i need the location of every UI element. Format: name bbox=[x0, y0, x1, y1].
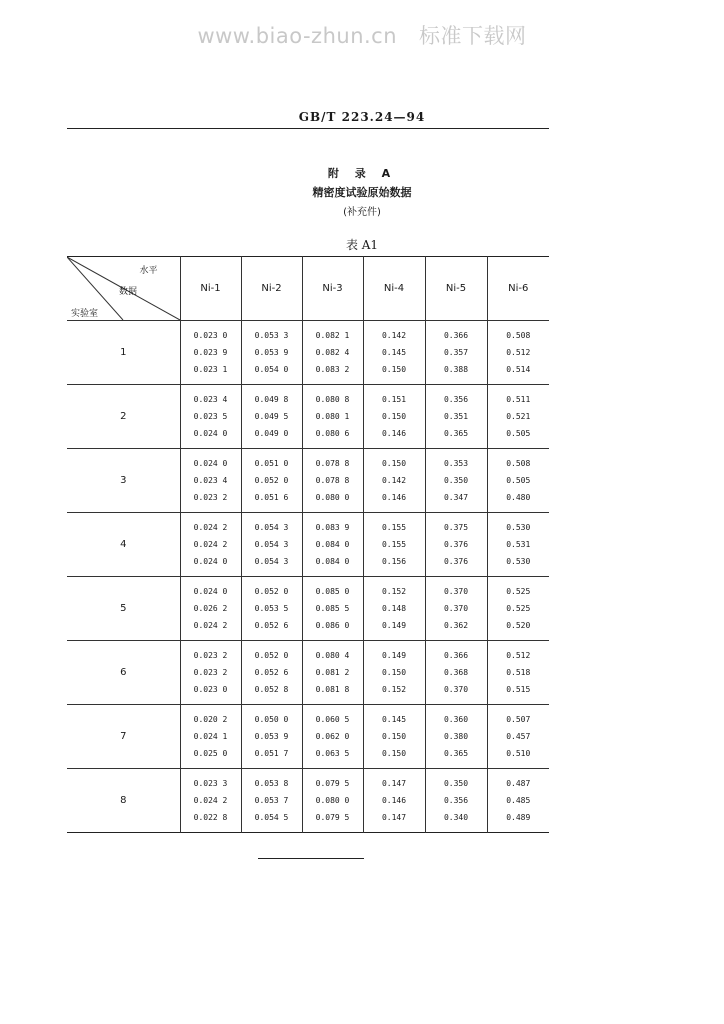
value-cell bbox=[241, 513, 302, 577]
measurement-value: 0.024 2 bbox=[193, 523, 228, 532]
measurement-value: 0.053 5 bbox=[254, 604, 289, 613]
level-header: Ni-3 bbox=[302, 257, 363, 321]
measurement-value: 0.054 3 bbox=[254, 523, 289, 532]
value-cell bbox=[363, 513, 425, 577]
measurement-value: 0.049 0 bbox=[254, 429, 289, 438]
measurement-value: 0.150 bbox=[381, 668, 407, 677]
measurement-value: 0.060 5 bbox=[315, 715, 350, 724]
value-cell bbox=[425, 705, 487, 769]
measurement-value: 0.508 bbox=[506, 459, 531, 468]
measurement-value: 0.051 0 bbox=[254, 459, 289, 468]
value-cell bbox=[487, 577, 549, 641]
measurement-value: 0.026 2 bbox=[193, 604, 228, 613]
measurement-value: 0.081 2 bbox=[315, 668, 350, 677]
level-header: Ni-4 bbox=[363, 257, 425, 321]
standard-code: GB/T 223.24—94 bbox=[298, 110, 426, 124]
measurement-value: 0.365 bbox=[443, 749, 469, 758]
measurement-value: 0.531 bbox=[506, 540, 531, 549]
value-cell bbox=[363, 385, 425, 449]
corner-lab-label: 实验室 bbox=[71, 309, 99, 319]
measurement-value: 0.340 bbox=[443, 813, 469, 822]
value-cell bbox=[363, 705, 425, 769]
value-cell bbox=[302, 705, 363, 769]
measurement-value: 0.023 0 bbox=[193, 331, 228, 340]
value-cell bbox=[180, 385, 241, 449]
measurement-value: 0.350 bbox=[443, 779, 469, 788]
measurement-value: 0.155 bbox=[381, 523, 407, 532]
measurement-value: 0.080 0 bbox=[315, 493, 350, 502]
measurement-value: 0.080 1 bbox=[315, 412, 350, 421]
lab-number-cell: 6 bbox=[67, 641, 180, 705]
measurement-value: 0.152 bbox=[381, 587, 407, 596]
measurement-value: 0.054 0 bbox=[254, 365, 289, 374]
measurement-value: 0.356 bbox=[443, 395, 469, 404]
measurement-value: 0.511 bbox=[506, 395, 531, 404]
measurement-value: 0.023 4 bbox=[193, 476, 228, 485]
lab-number-cell: 4 bbox=[67, 513, 180, 577]
measurement-value: 0.023 4 bbox=[193, 395, 228, 404]
value-cell bbox=[487, 641, 549, 705]
measurement-value: 0.370 bbox=[443, 604, 469, 613]
measurement-value: 0.520 bbox=[506, 621, 531, 630]
measurement-value: 0.142 bbox=[381, 476, 407, 485]
value-cell bbox=[425, 385, 487, 449]
measurement-value: 0.023 5 bbox=[193, 412, 228, 421]
value-cell bbox=[302, 321, 363, 385]
value-cell bbox=[180, 705, 241, 769]
level-header: Ni-6 bbox=[487, 257, 549, 321]
measurement-value: 0.150 bbox=[381, 732, 407, 741]
measurement-value: 0.080 8 bbox=[315, 395, 350, 404]
measurement-value: 0.084 0 bbox=[315, 540, 350, 549]
value-cell bbox=[180, 577, 241, 641]
measurement-value: 0.145 bbox=[381, 348, 407, 357]
value-cell bbox=[302, 641, 363, 705]
measurement-value: 0.366 bbox=[443, 331, 469, 340]
measurement-value: 0.024 0 bbox=[193, 429, 228, 438]
value-cell bbox=[363, 577, 425, 641]
value-cell bbox=[487, 385, 549, 449]
measurement-value: 0.357 bbox=[443, 348, 469, 357]
table-row bbox=[67, 641, 549, 705]
value-cell bbox=[302, 449, 363, 513]
measurement-value: 0.082 1 bbox=[315, 331, 350, 340]
corner-level-label: 水平 bbox=[139, 266, 158, 276]
value-cell bbox=[241, 385, 302, 449]
measurement-value: 0.388 bbox=[443, 365, 469, 374]
corner-data-label: 数据 bbox=[119, 287, 138, 297]
lab-number-cell: 2 bbox=[67, 385, 180, 449]
value-cell bbox=[425, 513, 487, 577]
measurement-value: 0.146 bbox=[381, 796, 407, 805]
measurement-value: 0.052 8 bbox=[254, 685, 289, 694]
value-cell bbox=[241, 449, 302, 513]
watermark bbox=[0, 20, 724, 50]
measurement-value: 0.052 6 bbox=[254, 621, 289, 630]
measurement-value: 0.146 bbox=[381, 493, 407, 502]
measurement-value: 0.375 bbox=[443, 523, 469, 532]
measurement-value: 0.368 bbox=[443, 668, 469, 677]
table-row bbox=[67, 449, 549, 513]
table-row bbox=[67, 769, 549, 833]
measurement-value: 0.146 bbox=[381, 429, 407, 438]
level-header: Ni-2 bbox=[241, 257, 302, 321]
lab-number-cell: 1 bbox=[67, 321, 180, 385]
precision-data-table bbox=[67, 256, 549, 833]
measurement-value: 0.365 bbox=[443, 429, 469, 438]
measurement-value: 0.024 2 bbox=[193, 796, 228, 805]
measurement-value: 0.023 2 bbox=[193, 493, 228, 502]
value-cell bbox=[425, 321, 487, 385]
measurement-value: 0.521 bbox=[506, 412, 531, 421]
measurement-value: 0.024 1 bbox=[193, 732, 228, 741]
measurement-value: 0.083 2 bbox=[315, 365, 350, 374]
measurement-value: 0.024 2 bbox=[193, 540, 228, 549]
value-cell bbox=[487, 769, 549, 833]
table-row bbox=[67, 513, 549, 577]
value-cell bbox=[363, 769, 425, 833]
measurement-value: 0.150 bbox=[381, 459, 407, 468]
measurement-value: 0.376 bbox=[443, 540, 469, 549]
measurement-value: 0.080 6 bbox=[315, 429, 350, 438]
measurement-value: 0.052 0 bbox=[254, 476, 289, 485]
level-header: Ni-5 bbox=[425, 257, 487, 321]
measurement-value: 0.147 bbox=[381, 779, 407, 788]
table-caption: 表 A1 bbox=[345, 238, 379, 252]
measurement-value: 0.145 bbox=[381, 715, 407, 724]
measurement-value: 0.149 bbox=[381, 621, 407, 630]
measurement-value: 0.360 bbox=[443, 715, 469, 724]
value-cell bbox=[302, 513, 363, 577]
value-cell bbox=[487, 321, 549, 385]
value-cell bbox=[425, 449, 487, 513]
measurement-value: 0.020 2 bbox=[193, 715, 228, 724]
measurement-value: 0.508 bbox=[506, 331, 531, 340]
measurement-value: 0.053 3 bbox=[254, 331, 289, 340]
measurement-value: 0.505 bbox=[506, 429, 531, 438]
measurement-value: 0.081 8 bbox=[315, 685, 350, 694]
measurement-value: 0.485 bbox=[506, 796, 531, 805]
measurement-value: 0.356 bbox=[443, 796, 469, 805]
value-cell bbox=[363, 641, 425, 705]
measurement-value: 0.078 8 bbox=[315, 459, 350, 468]
measurement-value: 0.376 bbox=[443, 557, 469, 566]
measurement-value: 0.080 0 bbox=[315, 796, 350, 805]
watermark-url: www.biao-zhun.cn bbox=[197, 24, 398, 48]
value-cell bbox=[363, 321, 425, 385]
measurement-value: 0.053 9 bbox=[254, 732, 289, 741]
measurement-value: 0.351 bbox=[443, 412, 469, 421]
measurement-value: 0.151 bbox=[381, 395, 407, 404]
measurement-value: 0.530 bbox=[506, 557, 531, 566]
measurement-value: 0.152 bbox=[381, 685, 407, 694]
value-cell bbox=[241, 705, 302, 769]
value-cell bbox=[487, 449, 549, 513]
measurement-value: 0.525 bbox=[506, 587, 531, 596]
appendix-title: 精密度试验原始数据 bbox=[312, 186, 412, 199]
end-rule bbox=[258, 858, 364, 859]
measurement-value: 0.370 bbox=[443, 587, 469, 596]
measurement-value: 0.530 bbox=[506, 523, 531, 532]
measurement-value: 0.512 bbox=[506, 348, 531, 357]
measurement-value: 0.150 bbox=[381, 749, 407, 758]
measurement-value: 0.063 5 bbox=[315, 749, 350, 758]
table-header-row bbox=[67, 257, 549, 321]
value-cell bbox=[425, 769, 487, 833]
measurement-value: 0.050 0 bbox=[254, 715, 289, 724]
measurement-value: 0.150 bbox=[381, 365, 407, 374]
measurement-value: 0.085 0 bbox=[315, 587, 350, 596]
measurement-value: 0.149 bbox=[381, 651, 407, 660]
measurement-value: 0.023 1 bbox=[193, 365, 228, 374]
measurement-value: 0.051 7 bbox=[254, 749, 289, 758]
measurement-value: 0.049 5 bbox=[254, 412, 289, 421]
measurement-value: 0.507 bbox=[506, 715, 531, 724]
value-cell bbox=[302, 577, 363, 641]
measurement-value: 0.024 0 bbox=[193, 557, 228, 566]
measurement-value: 0.505 bbox=[506, 476, 531, 485]
measurement-value: 0.515 bbox=[506, 685, 531, 694]
lab-number-cell: 8 bbox=[120, 795, 127, 806]
measurement-value: 0.054 5 bbox=[254, 813, 289, 822]
value-cell bbox=[302, 385, 363, 449]
measurement-value: 0.023 2 bbox=[193, 651, 228, 660]
value-cell bbox=[425, 577, 487, 641]
appendix-label: 附 录 A bbox=[327, 167, 397, 180]
measurement-value: 0.053 9 bbox=[254, 348, 289, 357]
measurement-value: 0.512 bbox=[506, 651, 531, 660]
lab-number-cell: 7 bbox=[67, 705, 180, 769]
measurement-value: 0.487 bbox=[506, 779, 531, 788]
measurement-value: 0.147 bbox=[381, 813, 407, 822]
measurement-value: 0.024 0 bbox=[193, 587, 228, 596]
measurement-value: 0.054 3 bbox=[254, 540, 289, 549]
corner-header-cell bbox=[67, 257, 180, 321]
measurement-value: 0.150 bbox=[381, 412, 407, 421]
measurement-value: 0.023 0 bbox=[193, 685, 228, 694]
measurement-value: 0.023 2 bbox=[193, 668, 228, 677]
measurement-value: 0.148 bbox=[381, 604, 407, 613]
measurement-value: 0.023 9 bbox=[193, 348, 228, 357]
measurement-value: 0.083 9 bbox=[315, 523, 350, 532]
measurement-value: 0.142 bbox=[381, 331, 407, 340]
measurement-value: 0.080 4 bbox=[315, 651, 350, 660]
value-cell bbox=[487, 705, 549, 769]
measurement-value: 0.024 2 bbox=[193, 621, 228, 630]
measurement-value: 0.518 bbox=[506, 668, 531, 677]
measurement-value: 0.054 3 bbox=[254, 557, 289, 566]
value-cell bbox=[241, 769, 302, 833]
value-cell bbox=[180, 449, 241, 513]
measurement-value: 0.084 0 bbox=[315, 557, 350, 566]
measurement-value: 0.022 8 bbox=[193, 813, 228, 822]
measurement-value: 0.489 bbox=[506, 813, 531, 822]
measurement-value: 0.514 bbox=[506, 365, 531, 374]
measurement-value: 0.078 8 bbox=[315, 476, 350, 485]
value-cell bbox=[487, 513, 549, 577]
measurement-value: 0.051 6 bbox=[254, 493, 289, 502]
measurement-value: 0.053 7 bbox=[254, 796, 289, 805]
measurement-value: 0.052 0 bbox=[254, 651, 289, 660]
measurement-value: 0.156 bbox=[381, 557, 407, 566]
measurement-value: 0.079 5 bbox=[315, 779, 350, 788]
value-cell bbox=[241, 641, 302, 705]
watermark-site-name: 标准下载网 bbox=[419, 24, 527, 48]
measurement-value: 0.025 0 bbox=[193, 749, 228, 758]
measurement-value: 0.062 0 bbox=[315, 732, 350, 741]
measurement-value: 0.082 4 bbox=[315, 348, 350, 357]
table-row bbox=[67, 321, 549, 385]
measurement-value: 0.053 8 bbox=[254, 779, 289, 788]
header-rule bbox=[67, 128, 549, 129]
value-cell bbox=[363, 449, 425, 513]
measurement-value: 0.052 6 bbox=[254, 668, 289, 677]
appendix-note: (补充件) bbox=[343, 207, 381, 218]
table-body bbox=[67, 321, 549, 833]
measurement-value: 0.353 bbox=[443, 459, 469, 468]
value-cell bbox=[180, 513, 241, 577]
table-row bbox=[67, 577, 549, 641]
measurement-value: 0.155 bbox=[381, 540, 407, 549]
measurement-value: 0.079 5 bbox=[315, 813, 350, 822]
measurement-value: 0.023 3 bbox=[193, 779, 228, 788]
measurement-value: 0.480 bbox=[506, 493, 531, 502]
value-cell bbox=[241, 321, 302, 385]
value-cell bbox=[302, 769, 363, 833]
measurement-value: 0.510 bbox=[506, 749, 531, 758]
table-row bbox=[67, 385, 549, 449]
value-cell bbox=[180, 641, 241, 705]
measurement-value: 0.052 0 bbox=[254, 587, 289, 596]
measurement-value: 0.525 bbox=[506, 604, 531, 613]
measurement-value: 0.362 bbox=[443, 621, 469, 630]
measurement-value: 0.085 5 bbox=[315, 604, 350, 613]
measurement-value: 0.049 8 bbox=[254, 395, 289, 404]
table-row bbox=[67, 705, 549, 769]
value-cell bbox=[180, 321, 241, 385]
measurement-value: 0.366 bbox=[443, 651, 469, 660]
level-header: Ni-1 bbox=[180, 257, 241, 321]
measurement-value: 0.370 bbox=[443, 685, 469, 694]
value-cell bbox=[180, 769, 241, 833]
lab-number-cell: 5 bbox=[67, 577, 180, 641]
lab-number-cell: 3 bbox=[67, 449, 180, 513]
measurement-value: 0.457 bbox=[506, 732, 531, 741]
value-cell bbox=[241, 577, 302, 641]
measurement-value: 0.347 bbox=[443, 493, 469, 502]
value-cell bbox=[425, 641, 487, 705]
measurement-value: 0.350 bbox=[443, 476, 469, 485]
measurement-value: 0.086 0 bbox=[315, 621, 350, 630]
measurement-value: 0.380 bbox=[443, 732, 469, 741]
measurement-value: 0.024 0 bbox=[193, 459, 228, 468]
